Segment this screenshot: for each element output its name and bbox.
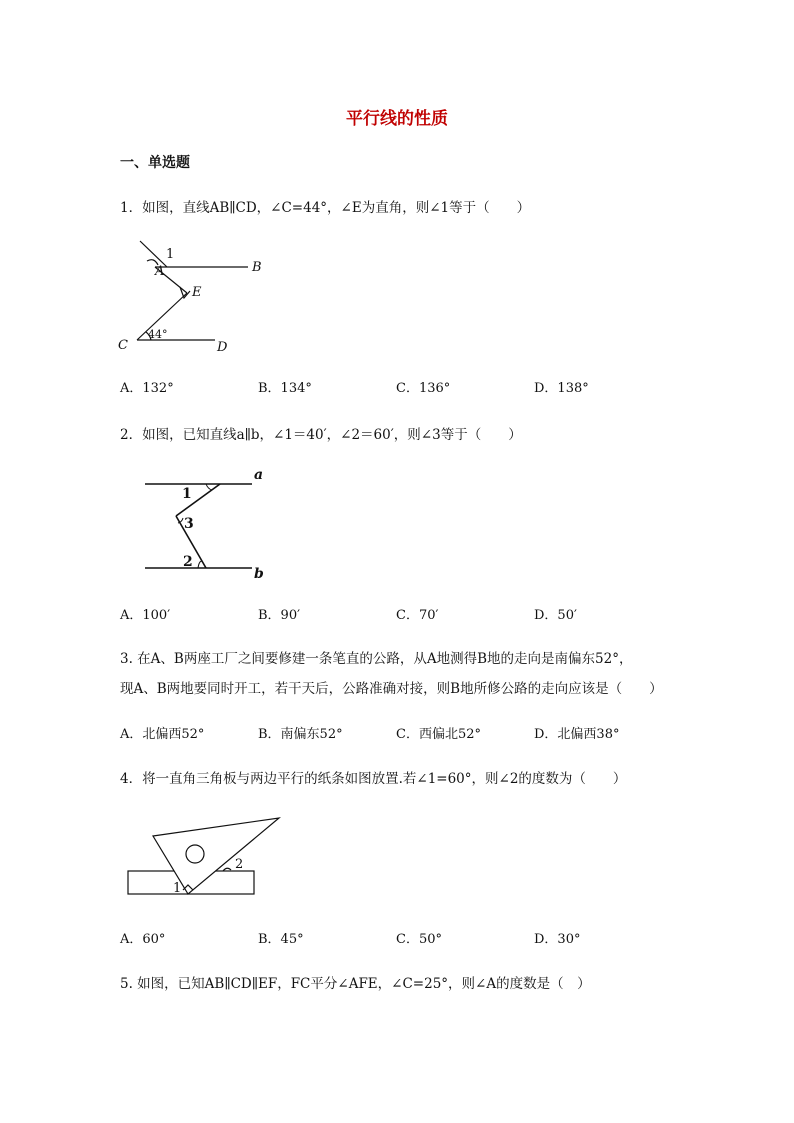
label-1: 1	[166, 247, 175, 262]
label-d: D	[217, 340, 228, 355]
label-2: 2	[183, 554, 193, 570]
label-b: B	[252, 260, 262, 275]
q1-option-d[interactable]: D．138°	[534, 381, 589, 396]
q4-option-c[interactable]: C．50°	[396, 932, 442, 947]
label-a: A	[155, 264, 165, 279]
q3-option-a[interactable]: A．北偏西52°	[120, 727, 205, 742]
label-44: 44°	[148, 328, 168, 341]
angle-2-arc	[198, 561, 202, 568]
label-b: b	[254, 566, 264, 582]
q3-option-c[interactable]: C．西偏北52°	[396, 727, 481, 742]
q4-option-d[interactable]: D．30°	[534, 932, 581, 947]
q1-option-b[interactable]: B．134°	[258, 381, 312, 396]
label-a: a	[254, 467, 264, 483]
label-3: 3	[184, 516, 194, 532]
question-2-figure	[140, 465, 275, 585]
question-5-stem: 5. 如图，已知AB∥CD∥EF，FC平分∠AFE，∠C=25°，则∠A的度数是（ ）	[120, 976, 591, 992]
label-2: 2	[235, 857, 244, 872]
q4-option-a[interactable]: A．60°	[120, 932, 166, 947]
angle-1-arc	[206, 484, 212, 490]
question-1-stem: 1．如图，直线AB∥CD，∠C=44°，∠E为直角，则∠1等于（ ）	[120, 200, 531, 216]
triangle-ruler	[153, 818, 279, 894]
q4-option-b[interactable]: B．45°	[258, 932, 304, 947]
question-3-stem-line1: 3. 在A、B两座工厂之间要修建一条笔直的公路，从A地测得B地的走向是南偏东52°，	[120, 651, 633, 667]
q3-option-d[interactable]: D．北偏西38°	[534, 727, 620, 742]
question-4-figure	[125, 812, 280, 902]
question-1-figure	[110, 235, 280, 360]
question-2-stem: 2．如图，已知直线a∥b，∠1＝40′，∠2＝60′，则∠3等于（ ）	[120, 427, 522, 443]
label-1: 1	[182, 486, 192, 502]
q2-option-a[interactable]: A．100′	[120, 608, 171, 623]
q3-option-b[interactable]: B．南偏东52°	[258, 727, 343, 742]
page-title: 平行线的性质	[346, 109, 448, 129]
q2-option-d[interactable]: D．50′	[534, 608, 577, 623]
q2-option-b[interactable]: B．90′	[258, 608, 301, 623]
question-4-stem: 4．将一直角三角板与两边平行的纸条如图放置.若∠1=60°，则∠2的度数为（ ）	[120, 771, 627, 787]
question-3-stem-line2: 现A、B两地要同时开工，若干天后，公路准确对接，则B地所修公路的走向应该是（ ）	[120, 681, 663, 697]
q1-option-c[interactable]: C．136°	[396, 381, 451, 396]
label-1: 1	[173, 881, 182, 896]
q1-option-a[interactable]: A．132°	[120, 381, 174, 396]
label-e: E	[192, 285, 202, 300]
section-heading: 一、单选题	[120, 155, 190, 171]
q2-option-c[interactable]: C．70′	[396, 608, 439, 623]
label-c: C	[118, 338, 128, 353]
